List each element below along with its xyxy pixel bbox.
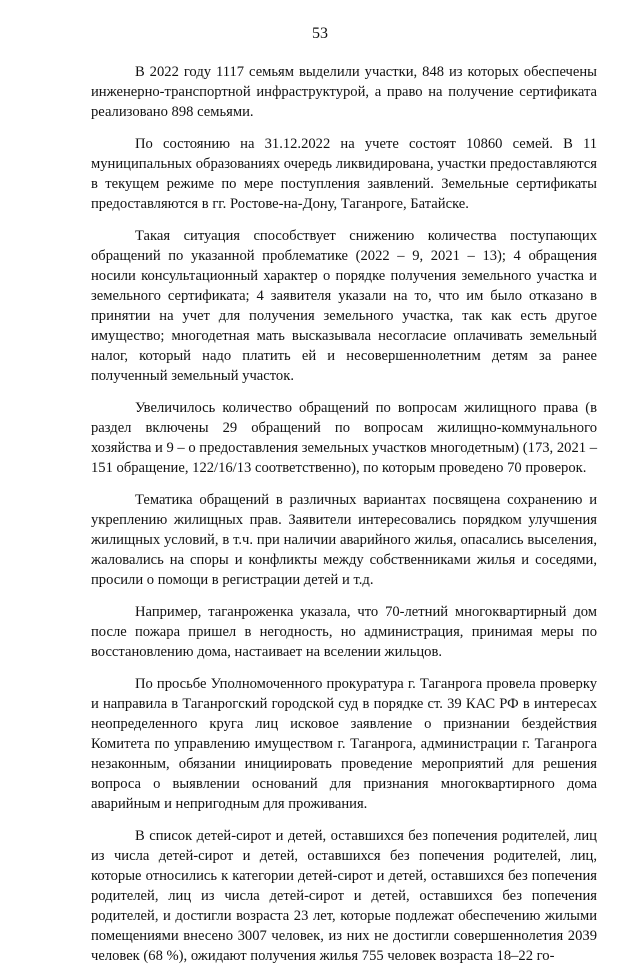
paragraph-appeals-decrease: Такая ситуация способствует снижению количества поступающих обращений по указанной проблематике (2022 – 9, 2021 – 13); 4 обращения носили консультационный характер о порядке получения земельного участка и земельного сертификата; 4 заявителя указали на то, что им было отказано в принятии на учет для получения земельного участка, так как есть другое имущество; многодетная мать высказывала несогласие оплачивать земельный налог, который надо платить ей и несовершеннолетним детям за ранее полученный земельный участок. <box>91 228 597 384</box>
paragraph-orphans-list: В список детей-сирот и детей, оставшихся без попечения родителей, лиц из числа детей-сирот и детей, оставшихся без попечения родителей, лиц, которые относились к категории детей-сирот и детей, оставшихся без попечения родителей, лиц из числа детей-сирот и детей, оставшихся без попечения родителей, и достигли возраста 23 лет, которые подлежат обеспечению жилыми помещениями внесено 3007 человек, из них не достигли совершеннолетия 2039 человек (68 %), ожидают получения жилья 755 человек возраста 18–22 го- <box>91 828 597 964</box>
paragraph-taganrog-example: Например, таганроженка указала, что 70-летний многоквартирный дом после пожара пришел в негодность, но администрация, принимая меры по восстановлению дома, настаивает на вселении жильцов. <box>91 604 597 660</box>
paragraph-registered-families: По состоянию на 31.12.2022 на учете состоят 10860 семей. В 11 муниципальных образованиях очередь ликвидирована, участки предоставляются в текущем режиме по мере поступления заявлений. Земельные сертификаты предоставляются в гг. Ростове-на-Дону, Таганроге, Батайске. <box>91 136 597 212</box>
document-body <box>91 62 597 978</box>
page-number: 53 <box>312 25 328 42</box>
paragraph-land-plots-2022: В 2022 году 1117 семьям выделили участки, 848 из которых обеспечены инженерно-транспортной инфраструктурой, а право на получение сертификата реализовано 898 семьями. <box>91 64 597 120</box>
paragraph-prosecutor-check: По просьбе Уполномоченного прокуратура г. Таганрога провела проверку и направила в Таганрогский городской суд в порядке ст. 39 КАС РФ в интересах неопределенного круга лиц исковое заявление о признании бездействия Комитета по управлению имуществом г. Таганрога, администрации г. Таганрога незаконным, обязании инициировать проведение мероприятий для решения вопроса о выявлении оснований для признания многоквартирного дома аварийным и непригодным для проживания. <box>91 676 597 812</box>
paragraph-housing-appeals-increase: Увеличилось количество обращений по вопросам жилищного права (в раздел включены 29 обращений по вопросам жилищно-коммунального хозяйства и 9 – о предоставления земельных участков многодетным) (173, 2021 – 151 обращение, 122/16/13 соответственно), по которым проведено 70 проверок. <box>91 400 597 476</box>
paragraph-appeals-topics: Тематика обращений в различных вариантах посвящена сохранению и укреплению жилищных прав. Заявители интересовались порядком улучшения жилищных условий, в т.ч. при наличии аварийного жилья, опасались выселения, жаловались на споры и конфликты между собственниками жилья и соседями, просили о помощи в регистрации детей и т.д. <box>91 492 597 588</box>
